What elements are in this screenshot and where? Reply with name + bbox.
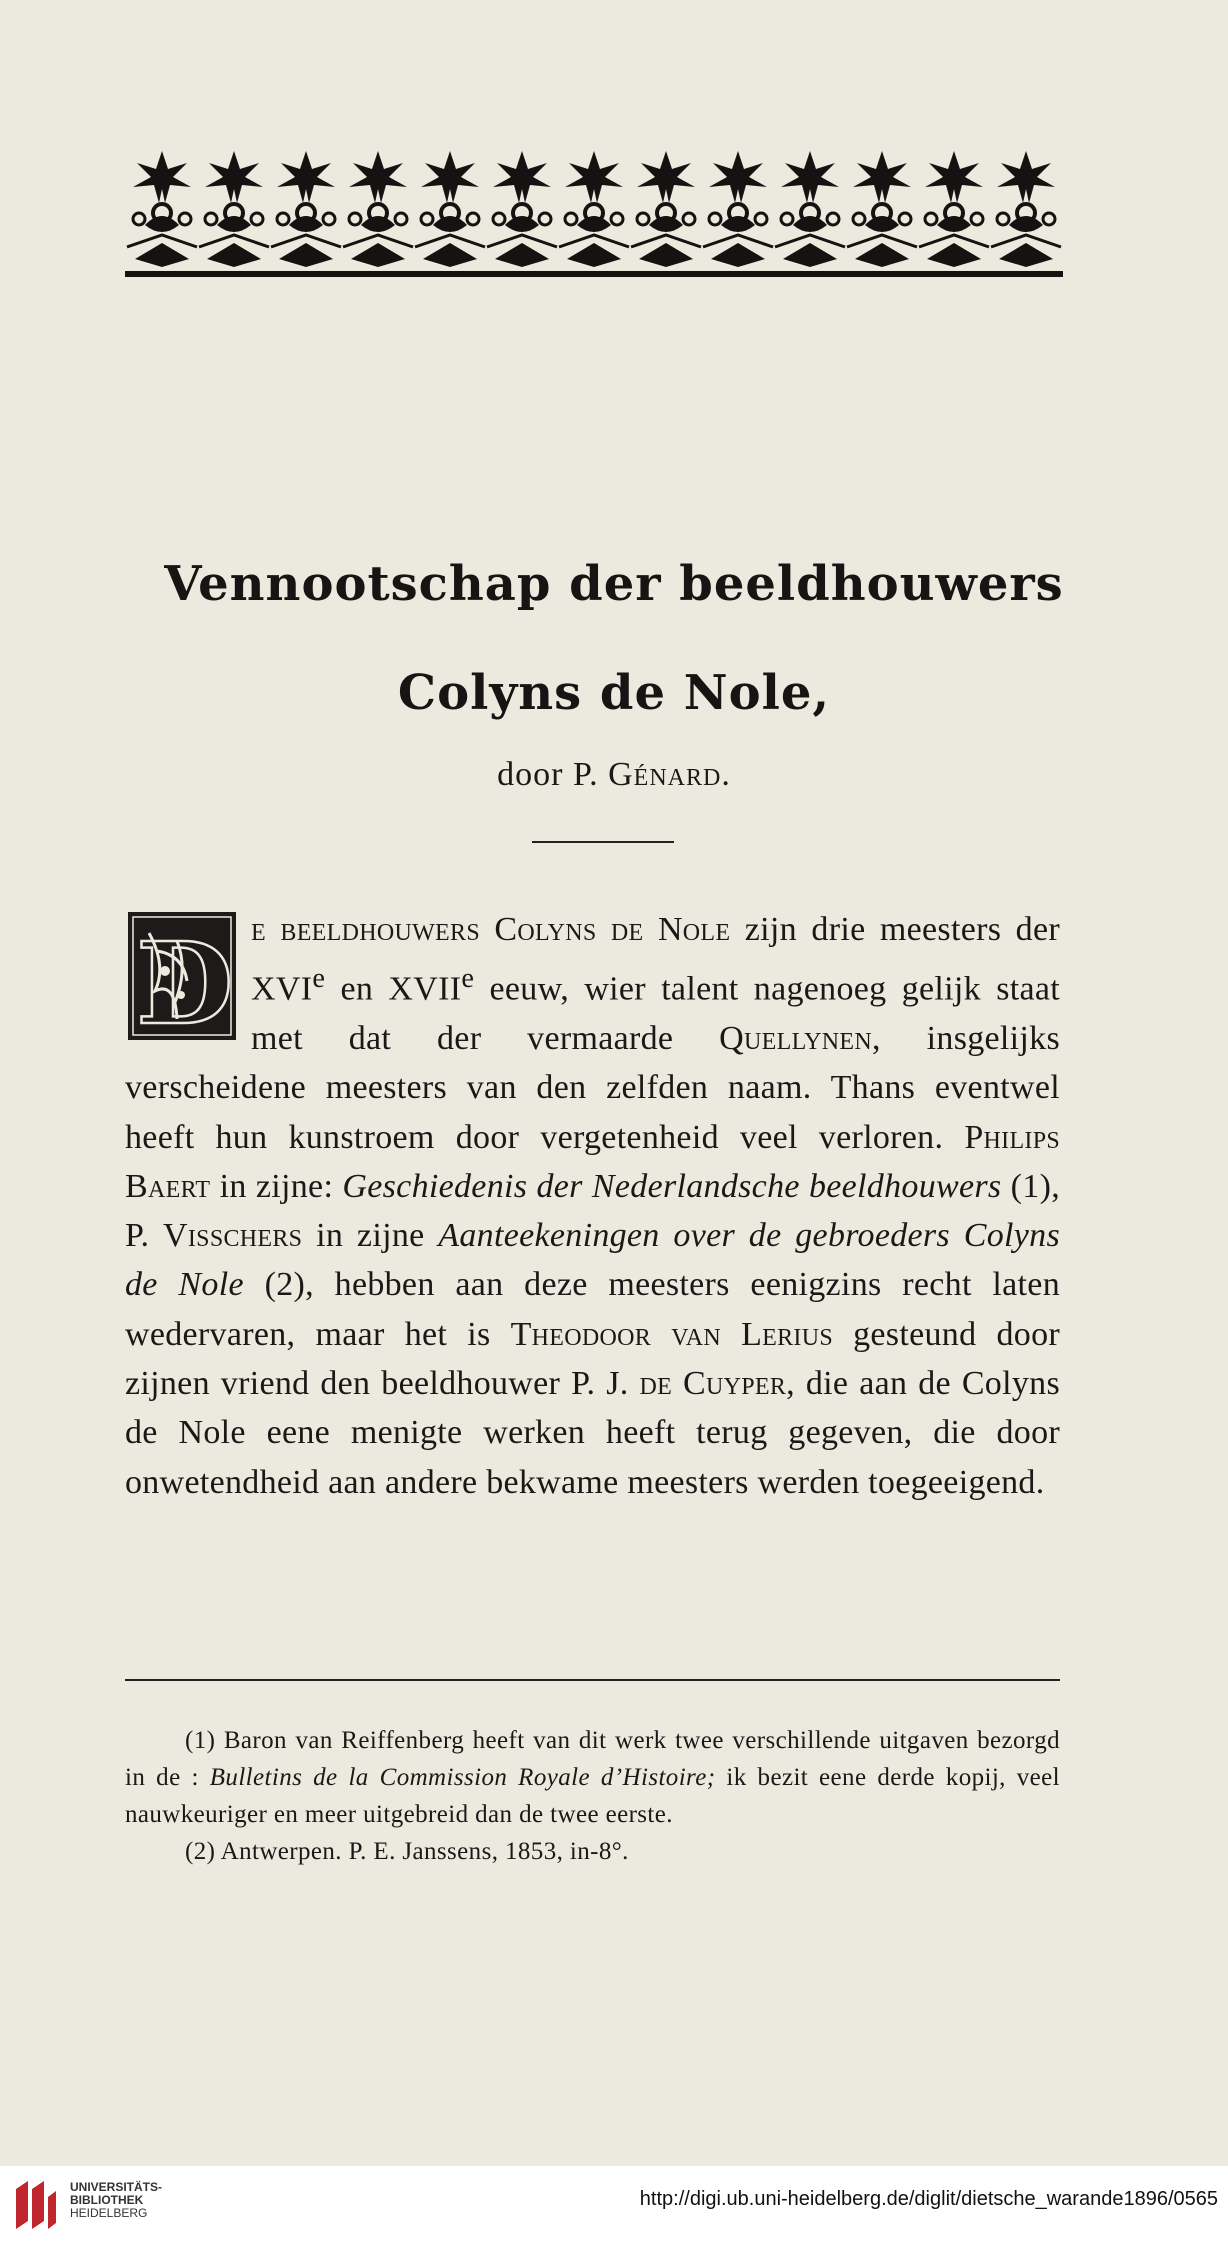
source-url-link[interactable]: http://digi.ub.uni-heidelberg.de/diglit/dietsche_warande1896/0565 bbox=[639, 2188, 1218, 2210]
italic-title-aanteekeningen: Aanteekeningen over de gebroeders Colyns de Nole bbox=[125, 1217, 1060, 1304]
library-name-line-3: HEIDELBERG bbox=[70, 2206, 148, 2220]
footnote-1 bbox=[125, 1722, 1060, 1833]
name-colyns-de-nole: Colyns de Nole bbox=[494, 911, 731, 948]
body-text-s4: eeuw, wier talent nagenoeg gelijk staat met dat der vermaarde bbox=[251, 970, 1060, 1057]
byline-author: Génard. bbox=[608, 756, 731, 793]
body-text-s6: in zijne: bbox=[210, 1167, 343, 1205]
name-de-cuyper: de Cuyper bbox=[639, 1365, 787, 1402]
title-line-1: Vennootschap der beeldhouwers bbox=[164, 556, 1064, 612]
footnote-1-italic: Bulletins de la Commission Royale d’Histoire; bbox=[209, 1764, 716, 1791]
footnote-1-text-a: (1) Baron van Reiffenberg heeft van dit werk twee verschillende uitgaven bezorgd in de : bbox=[125, 1727, 1060, 1791]
title-divider bbox=[532, 841, 674, 843]
footnote-divider bbox=[125, 1679, 1060, 1681]
library-name-line-2: BIBLIOTHEK bbox=[70, 2193, 144, 2207]
body-text-s2: zijn drie meesters der XVI bbox=[251, 911, 1060, 1008]
library-name-line-1: UNIVERSITÄTS- bbox=[70, 2180, 163, 2194]
library-name bbox=[70, 2181, 162, 2220]
name-visschers: Visschers bbox=[163, 1217, 303, 1255]
superscript-e-2: e bbox=[461, 963, 475, 995]
dropcap-letter: D bbox=[136, 919, 234, 1041]
body-text-s8: in zijne bbox=[302, 1217, 439, 1255]
body-text-s1: e beeldhouwers bbox=[251, 911, 495, 948]
name-theodoor-van-lerius: Theodoor van Lerius bbox=[510, 1315, 834, 1353]
byline bbox=[0, 756, 1228, 794]
footnotes bbox=[125, 1722, 1060, 1870]
floral-border-ornament bbox=[125, 143, 1063, 281]
body-text-s10: gesteund door zijnen vriend den beeldhouwer P. J. bbox=[125, 1315, 1060, 1402]
byline-prefix: door P. bbox=[497, 756, 599, 793]
body-text-s9: (2), hebben aan deze meesters eenigzins recht laten wedervaren, maar het is bbox=[125, 1266, 1060, 1353]
superscript-e-1: e bbox=[312, 963, 326, 995]
footnote-2: (2) Antwerpen. P. E. Janssens, 1853, in-8°. bbox=[185, 1838, 629, 1865]
body-paragraph bbox=[125, 905, 1060, 1507]
footnote-1-text-b: ik bezit eene derde kopij, veel nauwkeuriger en meer uitgebreid dan de twee eerste. bbox=[125, 1764, 1060, 1828]
name-quellynen: Quellynen bbox=[719, 1019, 872, 1057]
italic-title-geschiedenis: Geschiedenis der Nederlandsche beeldhouwers bbox=[342, 1167, 1002, 1205]
body-text-s3: en XVII bbox=[325, 970, 462, 1008]
body-text-s11: , die aan de Colyns de Nole eene menigte werken heeft terug gegeven, die door onwetendheid aan andere bekwame meesters werden toegeeigend. bbox=[125, 1365, 1060, 1501]
library-logo-icon bbox=[10, 2175, 60, 2235]
decorated-initial-d bbox=[127, 911, 237, 1041]
body-text-s7: (1), P. bbox=[125, 1167, 1060, 1255]
body-text-s5: , insgelijks verscheidene meesters van den zelfden naam. Thans eventwel heeft hun kunstroem door vergetenheid veel verloren. bbox=[125, 1019, 1060, 1156]
title-line-2: Colyns de Nole, bbox=[397, 665, 831, 721]
name-philips-baert: Philips Baert bbox=[125, 1118, 1060, 1205]
